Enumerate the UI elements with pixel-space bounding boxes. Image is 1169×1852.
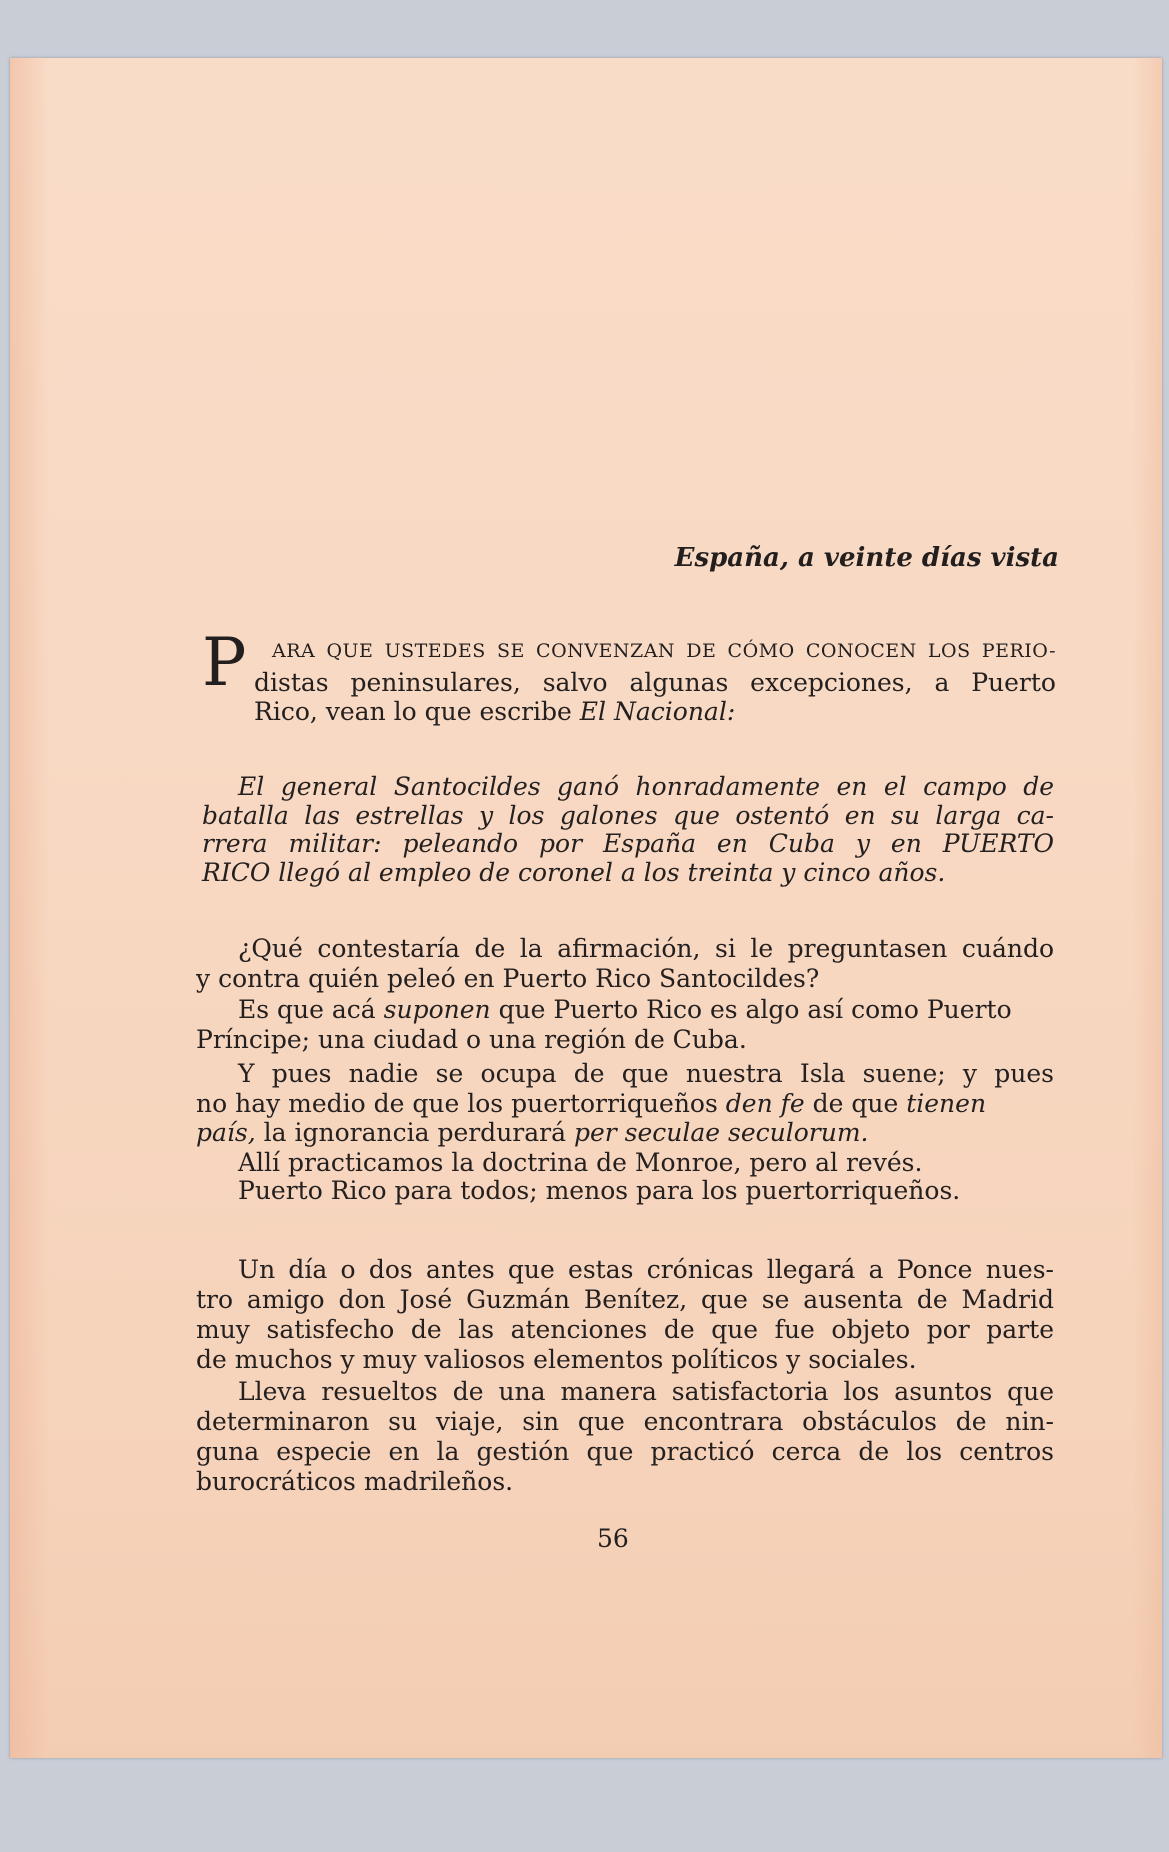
- body1-p3-text-d: la ignorancia perdurará: [255, 1118, 574, 1147]
- body1-p2-text-a: Es que acá: [238, 995, 384, 1024]
- body1-p5-line-1: Puerto Rico para todos; menos para los puertorriqueños.: [238, 1176, 961, 1205]
- body2-p2-line-1: Lleva resueltos de una manera satisfactoria los asuntos que: [238, 1377, 1054, 1406]
- body1-p3-line-2: [196, 1089, 986, 1118]
- body1-p4-line-1: Allí practicamos la doctrina de Monroe, pero al revés.: [238, 1148, 923, 1177]
- intro-line-1: ARA QUE USTEDES SE CONVENZAN DE CÓMO CONOCEN LOS PERIO-: [272, 640, 1056, 662]
- quote-line-3: rrera militar: peleando por España en Cuba y en PUERTO: [202, 829, 1054, 858]
- body1-p3-line-3: [196, 1118, 869, 1147]
- section-title: España, a veinte días vista: [674, 543, 1059, 573]
- body2-p1-line-4: de muchos y muy valiosos elementos políticos y sociales.: [196, 1345, 917, 1374]
- body1-p1-line-2: y contra quién peleó en Puerto Rico Santocildes?: [196, 964, 820, 993]
- body1-p2-line-1: [238, 995, 1054, 1024]
- page-number: 56: [597, 1524, 629, 1553]
- body1-p1-line-1: ¿Qué contestaría de la afirmación, si le preguntasen cuándo: [238, 934, 1054, 963]
- body1-p2-text-c: que Puerto Rico es algo así como Puerto: [490, 995, 1012, 1024]
- body1-p3-italic-c: país,: [196, 1118, 256, 1147]
- body1-p3-text-a: no hay medio de que los puertorriqueños: [196, 1089, 726, 1118]
- book-page: [10, 58, 1162, 1758]
- body2-p2-line-2: determinaron su viaje, sin que encontrara obstáculos de nin-: [196, 1407, 1054, 1436]
- body2-p1-line-1: Un día o dos antes que estas crónicas llegará a Ponce nues-: [238, 1255, 1054, 1284]
- body1-p2-italic: suponen: [383, 995, 491, 1024]
- intro-line-3-text: Rico, vean lo que escribe: [254, 697, 580, 726]
- body1-p3-line-1: Y pues nadie se ocupa de que nuestra Isla suene; y pues: [238, 1059, 1054, 1088]
- body2-p2-line-4: burocráticos madrileños.: [196, 1467, 514, 1496]
- body2-p1-line-3: muy satisfecho de las atenciones de que fue objeto por parte: [196, 1315, 1054, 1344]
- intro-line-3: [254, 697, 735, 726]
- body1-p2-line-2: Príncipe; una ciudad o una región de Cuba.: [196, 1025, 747, 1054]
- newspaper-name: El Nacional:: [579, 697, 736, 726]
- body1-p3-italic-d: per seculae seculorum.: [573, 1118, 869, 1147]
- body1-p3-italic-b: tienen: [906, 1089, 987, 1118]
- intro-line-2: distas peninsulares, salvo algunas excepciones, a Puerto: [254, 668, 1056, 697]
- body2-p1-line-2: tro amigo don José Guzmán Benítez, que se ausenta de Madrid: [196, 1285, 1054, 1314]
- quote-line-2: batalla las estrellas y los galones que ostentó en su larga ca-: [202, 801, 1054, 830]
- quote-line-1: El general Santocildes ganó honradamente en el campo de: [238, 772, 1054, 801]
- body1-p3-italic-a: den fe: [725, 1089, 805, 1118]
- body1-p3-text-c: de que: [804, 1089, 907, 1118]
- drop-cap: P: [202, 624, 247, 701]
- body2-p2-line-3: guna especie en la gestión que practicó cerca de los centros: [196, 1437, 1054, 1466]
- quote-line-4: RICO llegó al empleo de coronel a los treinta y cinco años.: [202, 858, 946, 887]
